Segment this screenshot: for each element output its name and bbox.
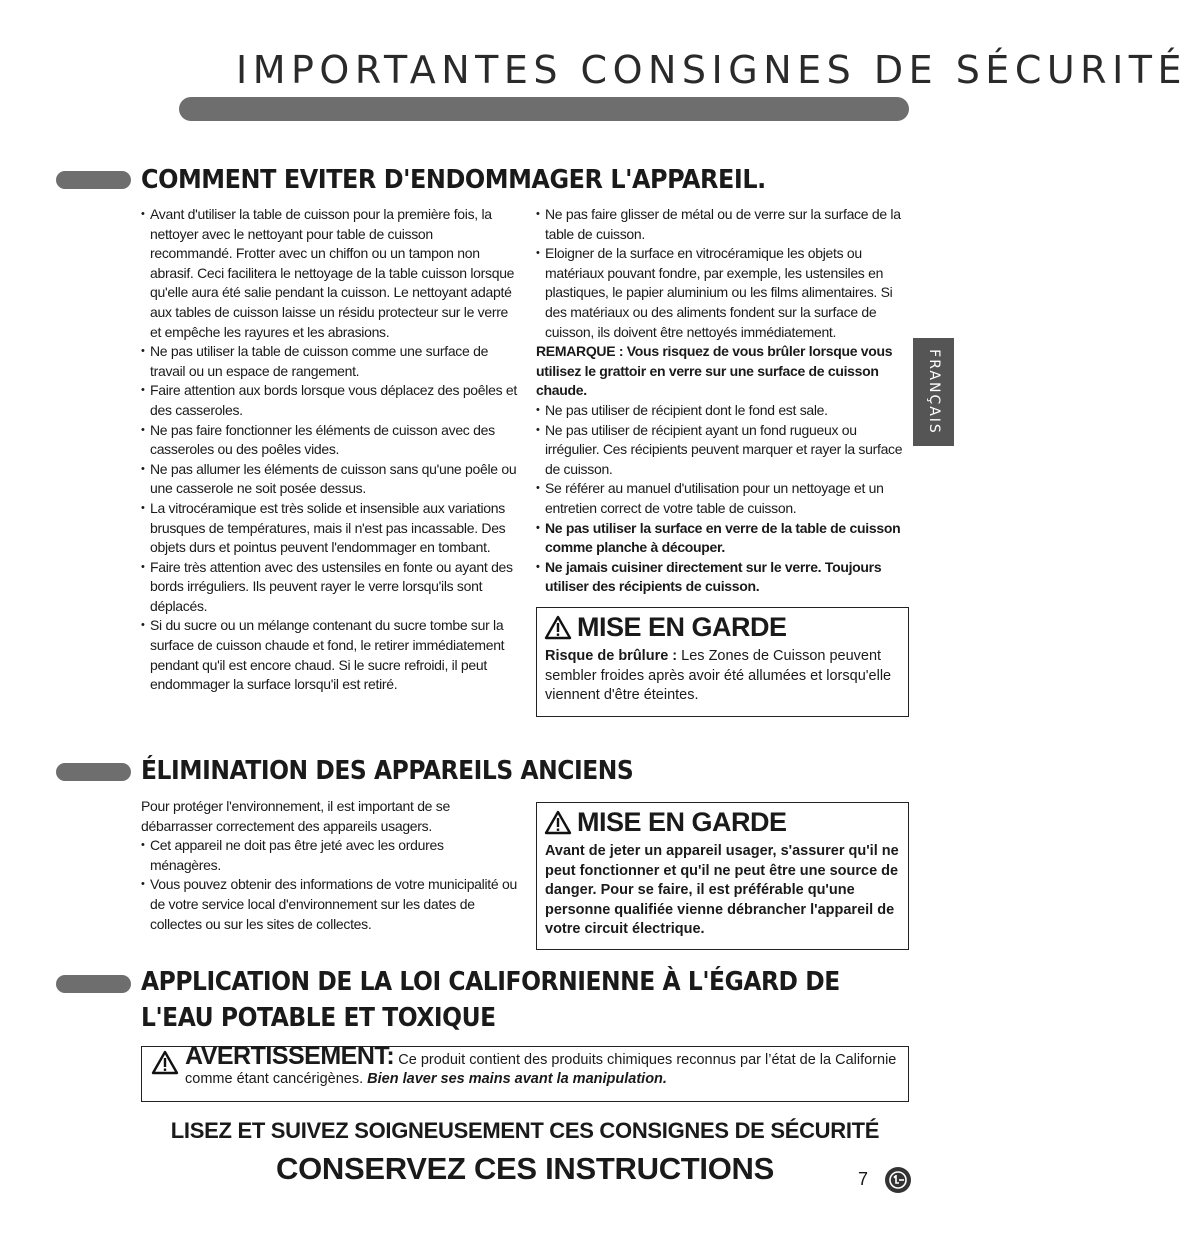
bullet-item: • Si du sucre ou un mélange contenant du sucre tombe sur la surface de cuisson chaude et fond, le retirer immédiatement pendant qu'il est encore chaud. Si le sucre refroidi, il peut endommager la surface lorsqu'il est retiré.	[141, 616, 517, 694]
bullet-item: • Ne pas faire glisser de métal ou de verre sur la surface de la table de cuisson.	[536, 205, 908, 244]
language-tab	[913, 338, 954, 446]
bullet-item: • Ne pas faire fonctionner les éléments de cuisson avec des casseroles ou des poêles vides.	[141, 421, 517, 460]
caution-box	[536, 607, 909, 717]
remark: REMARQUE : Vous risquez de vous brûler lorsque vous utilisez le grattoir en verre sur une surface de cuisson chaude.	[536, 343, 893, 399]
warning-triangle-icon	[545, 811, 571, 834]
warning-triangle-icon	[152, 1051, 178, 1079]
bullet-item: • Ne pas allumer les éléments de cuisson sans qu'une poêle ou une casserole ne soit posée dessus.	[141, 460, 517, 499]
warning-text	[185, 1042, 903, 1089]
section-title	[141, 964, 840, 1036]
disposal-text	[141, 797, 517, 934]
footer-read-notice: LISEZ ET SUIVEZ SOIGNEUSEMENT CES CONSIGNES DE SÉCURITÉ	[170, 1118, 880, 1143]
bullet-item: • Ne pas utiliser la table de cuisson comme une surface de travail ou un espace de rangement.	[141, 342, 517, 381]
section-title: COMMENT EVITER D'ENDOMMAGER L'APPAREIL.	[141, 165, 766, 195]
bullet-item: • Cet appareil ne doit pas être jeté avec les ordures ménagères.	[141, 836, 517, 875]
section-title-line: L'EAU POTABLE ET TOXIQUE	[141, 1003, 496, 1033]
damage-bullets-left	[141, 205, 517, 695]
section-title-line: APPLICATION DE LA LOI CALIFORNIENNE À L'ÉGARD DE	[141, 967, 840, 997]
bullet-item: • Ne pas utiliser la surface en verre de la table de cuisson comme planche à découper.	[536, 519, 908, 558]
bullet-item: • Faire très attention avec des ustensiles en fonte ou ayant des bords irréguliers. Ils peuvent rayer le verre lorsqu'ils sont déplacés.	[141, 558, 517, 617]
title-bar	[179, 97, 909, 121]
warning-emphasis: Bien laver ses mains avant la manipulation.	[367, 1071, 667, 1087]
warning-box	[141, 1042, 909, 1102]
page-number: 7	[858, 1169, 869, 1189]
section-marker	[56, 763, 131, 781]
bullet-item: • Avant d'utiliser la table de cuisson pour la première fois, la nettoyer avec le nettoyant pour table de cuisson recommandé. Frotter avec un chiffon ou un tampon non abrasif. Ceci facilitera le nettoyage de la table cuisson lorsque qu'elle aura été salie pendant la cuisson. Le nettoyant adapté aux tables de cuisson laisse un résidu protecteur sur le verre et empêche les rayures et les abrasions.	[141, 205, 517, 342]
caution-heading	[545, 807, 900, 838]
section-title: ÉLIMINATION DES APPAREILS ANCIENS	[141, 756, 634, 786]
warning-triangle-icon	[545, 616, 571, 639]
section-marker	[56, 171, 131, 189]
bullet-item: • Ne pas utiliser de récipient dont le fond est sale.	[536, 401, 908, 421]
lg-logo-icon	[885, 1167, 911, 1193]
bullet-item: • Vous pouvez obtenir des informations de votre municipalité ou de votre service local d'environnement sur les dates de collectes ou sur les sites de collectes.	[141, 875, 517, 934]
section-marker	[56, 975, 131, 993]
caution-body: Les Zones de Cuisson peuvent sembler froides après avoir été allumées et lorsqu'elle viennent d'être éteintes.	[545, 648, 892, 704]
language-tab-label: FRANÇAIS	[925, 349, 942, 435]
footer-keep-notice: CONSERVEZ CES INSTRUCTIONS	[275, 1151, 775, 1186]
caution-box	[536, 802, 909, 950]
disposal-intro: Pour protéger l'environnement, il est important de se débarrasser correctement des appareils usagers.	[141, 798, 450, 834]
caution-lead: Risque de brûlure :	[545, 648, 678, 664]
caution-heading	[545, 612, 900, 643]
caution-title: MISE EN GARDE	[577, 612, 787, 642]
warning-body: Ce produit contient des produits chimiques reconnus par l’état de la Californie comme étant cancérigènes.	[185, 1052, 897, 1087]
bullet-item: • Ne pas utiliser de récipient ayant un fond rugueux ou irrégulier. Ces récipients peuvent marquer et rayer la surface de cuisson.	[536, 421, 908, 480]
caution-title: MISE EN GARDE	[577, 807, 787, 837]
caution-text	[545, 647, 900, 706]
bullet-item: • Se référer au manuel d'utilisation pour un nettoyage et un entretien correct de votre table de cuisson.	[536, 479, 908, 518]
damage-bullets-right	[536, 205, 908, 597]
page-title: IMPORTANTES CONSIGNES DE SÉCURITÉ	[236, 48, 1187, 92]
warning-title: AVERTISSEMENT:	[185, 1042, 395, 1070]
bullet-item: • La vitrocéramique est très solide et insensible aux variations brusques de températures, mais il n'est pas incassable. Des objets durs et pointus peuvent l'endommager en tombant.	[141, 499, 517, 558]
bullet-item: • Ne jamais cuisiner directement sur le verre. Toujours utiliser des récipients de cuisson.	[536, 558, 908, 597]
caution-text: Avant de jeter un appareil usager, s'assurer qu'il ne peut fonctionner et qu'il ne peut être une source de danger. Pour se faire, il est préférable qu'une personne qualifiée vienne débrancher l'appareil de votre circuit électrique.	[545, 843, 899, 938]
bullet-item: • Faire attention aux bords lorsque vous déplacez des poêles et des casseroles.	[141, 381, 517, 420]
bullet-item: • Eloigner de la surface en vitrocéramique les objets ou matériaux pouvant fondre, par exemple, les ustensiles en plastiques, le papier aluminium ou les films alimentaires. Si des matériaux ou des aliments fondent sur la surface de cuisson, ils doivent être nettoyés immédiatement.	[536, 244, 908, 342]
